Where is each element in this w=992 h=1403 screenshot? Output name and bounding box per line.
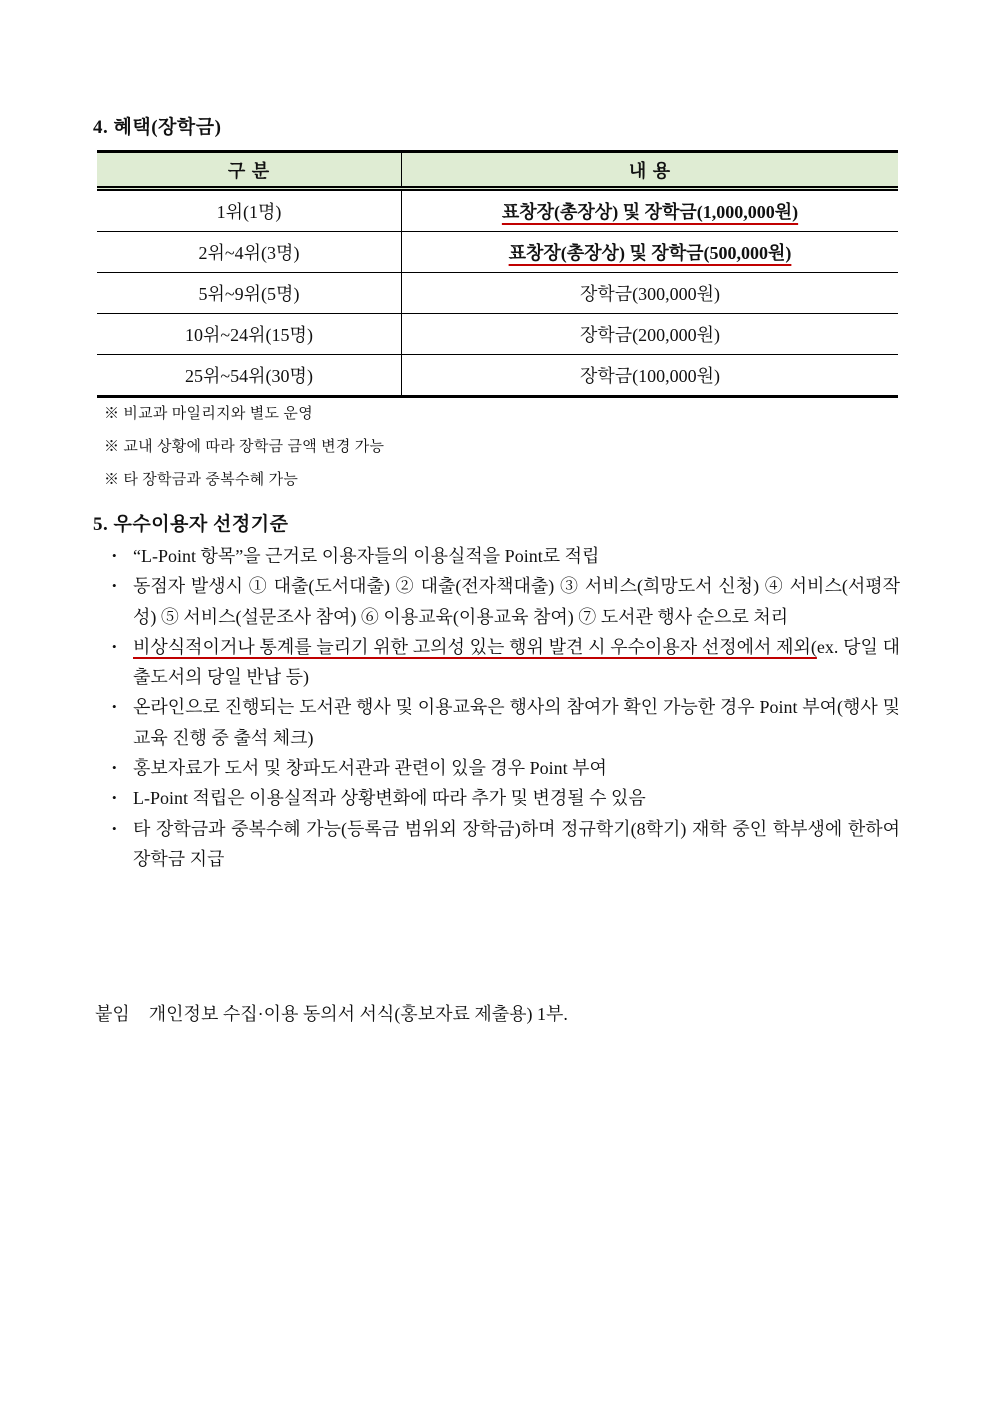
attachment-text: 개인정보 수집·이용 동의서 서식(홍보자료 제출용) 1부. (148, 1004, 568, 1024)
list-item-text: 홍보자료가 도서 및 창파도서관과 관련이 있을 경우 Point 부여 (133, 758, 607, 779)
benefit-cell: 장학금(100,000원) (401, 355, 898, 395)
table-row (97, 191, 898, 232)
benefit-text-emphasized: 표창장(총장상) 및 장학금(500,000원) (508, 243, 792, 263)
footnote: ※ 교내 상황에 따라 장학금 금액 변경 가능 (104, 439, 385, 455)
list-item (110, 783, 900, 813)
rank-cell: 25위~54위(30명) (185, 366, 313, 386)
benefit-cell: 장학금(200,000원) (401, 314, 898, 354)
list-item (110, 692, 900, 753)
bullet-marker: • (112, 548, 117, 563)
footnote: ※ 비교과 마일리지와 별도 운영 (104, 406, 313, 422)
list-item-text: 온라인으로 진행되는 도서관 행사 및 이용교육은 행사의 참여가 확인 가능한 경우 Point 부여(행사 및 교육 진행 중 출석 체크) (133, 697, 900, 748)
header-content: 내 용 (401, 153, 898, 186)
section5-heading: 5. 우수이용자 선정기준 (93, 514, 289, 535)
list-item (110, 541, 900, 571)
table-row (97, 314, 898, 355)
section4-heading: 4. 혜택(장학금) (93, 117, 222, 138)
benefit-cell (401, 191, 898, 231)
bullet-marker: • (112, 699, 117, 715)
list-item (110, 814, 900, 875)
list-item-text (133, 637, 900, 687)
table-row (97, 232, 898, 273)
criteria-list (110, 541, 900, 874)
bullet-marker: • (112, 638, 117, 654)
rank-cell: 1위(1명) (216, 202, 282, 222)
bullet-marker: • (112, 578, 117, 594)
bullet-marker: • (112, 790, 117, 806)
list-item-text-rest: ex. 당일 대출도서의 당일 반납 등) (133, 636, 901, 688)
footnote: ※ 타 장학금과 중복수혜 가능 (104, 472, 299, 488)
list-item (110, 632, 900, 693)
bullet-marker: • (112, 820, 117, 836)
bullet-marker: • (112, 760, 117, 776)
rank-cell: 5위~9위(5명) (198, 284, 300, 304)
rank-cell: 2위~4위(3명) (198, 243, 300, 263)
list-item-text: 동점자 발생시 ① 대출(도서대출) ② 대출(전자책대출) ③ 서비스(희망도서 신청) ④ 서비스(서평작성) ⑤ 서비스(설문조사 참여) ⑥ 이용교육(이용교육 참여) ⑦ 도서관 행사 순으로 처리 (133, 576, 900, 627)
list-item (110, 571, 900, 632)
table-footnotes (104, 398, 884, 497)
header-category: 구 분 (227, 160, 271, 181)
benefit-table (97, 150, 898, 398)
table-header-row (97, 153, 898, 191)
list-item (110, 753, 900, 783)
attachment-label: 붙임 (95, 1004, 130, 1024)
attachment-line (95, 1000, 568, 1026)
table-row (97, 273, 898, 314)
list-item-text: L-Point 적립은 이용실적과 상황변화에 따라 추가 및 변경될 수 있음 (133, 788, 646, 809)
list-item-text: 타 장학금과 중복수혜 가능(등록금 범위외 장학금)하며 정규학기(8학기) 재학 중인 학부생에 한하여 장학금 지급 (133, 818, 900, 869)
table-row (97, 355, 898, 398)
rank-cell: 10위~24위(15명) (185, 325, 313, 345)
benefit-cell: 장학금(300,000원) (401, 273, 898, 313)
list-item-text: “L-Point 항목”을 근거로 이용자들의 이용실적을 Point로 적립 (133, 546, 600, 566)
underlined-warning-text: 비상식적이거나 통계를 늘리기 위한 고의성 있는 행위 발견 시 우수이용자 선정에서 제외( (133, 636, 817, 657)
benefit-cell (401, 232, 898, 272)
benefit-text-emphasized: 표창장(총장상) 및 장학금(1,000,000원) (501, 202, 799, 222)
